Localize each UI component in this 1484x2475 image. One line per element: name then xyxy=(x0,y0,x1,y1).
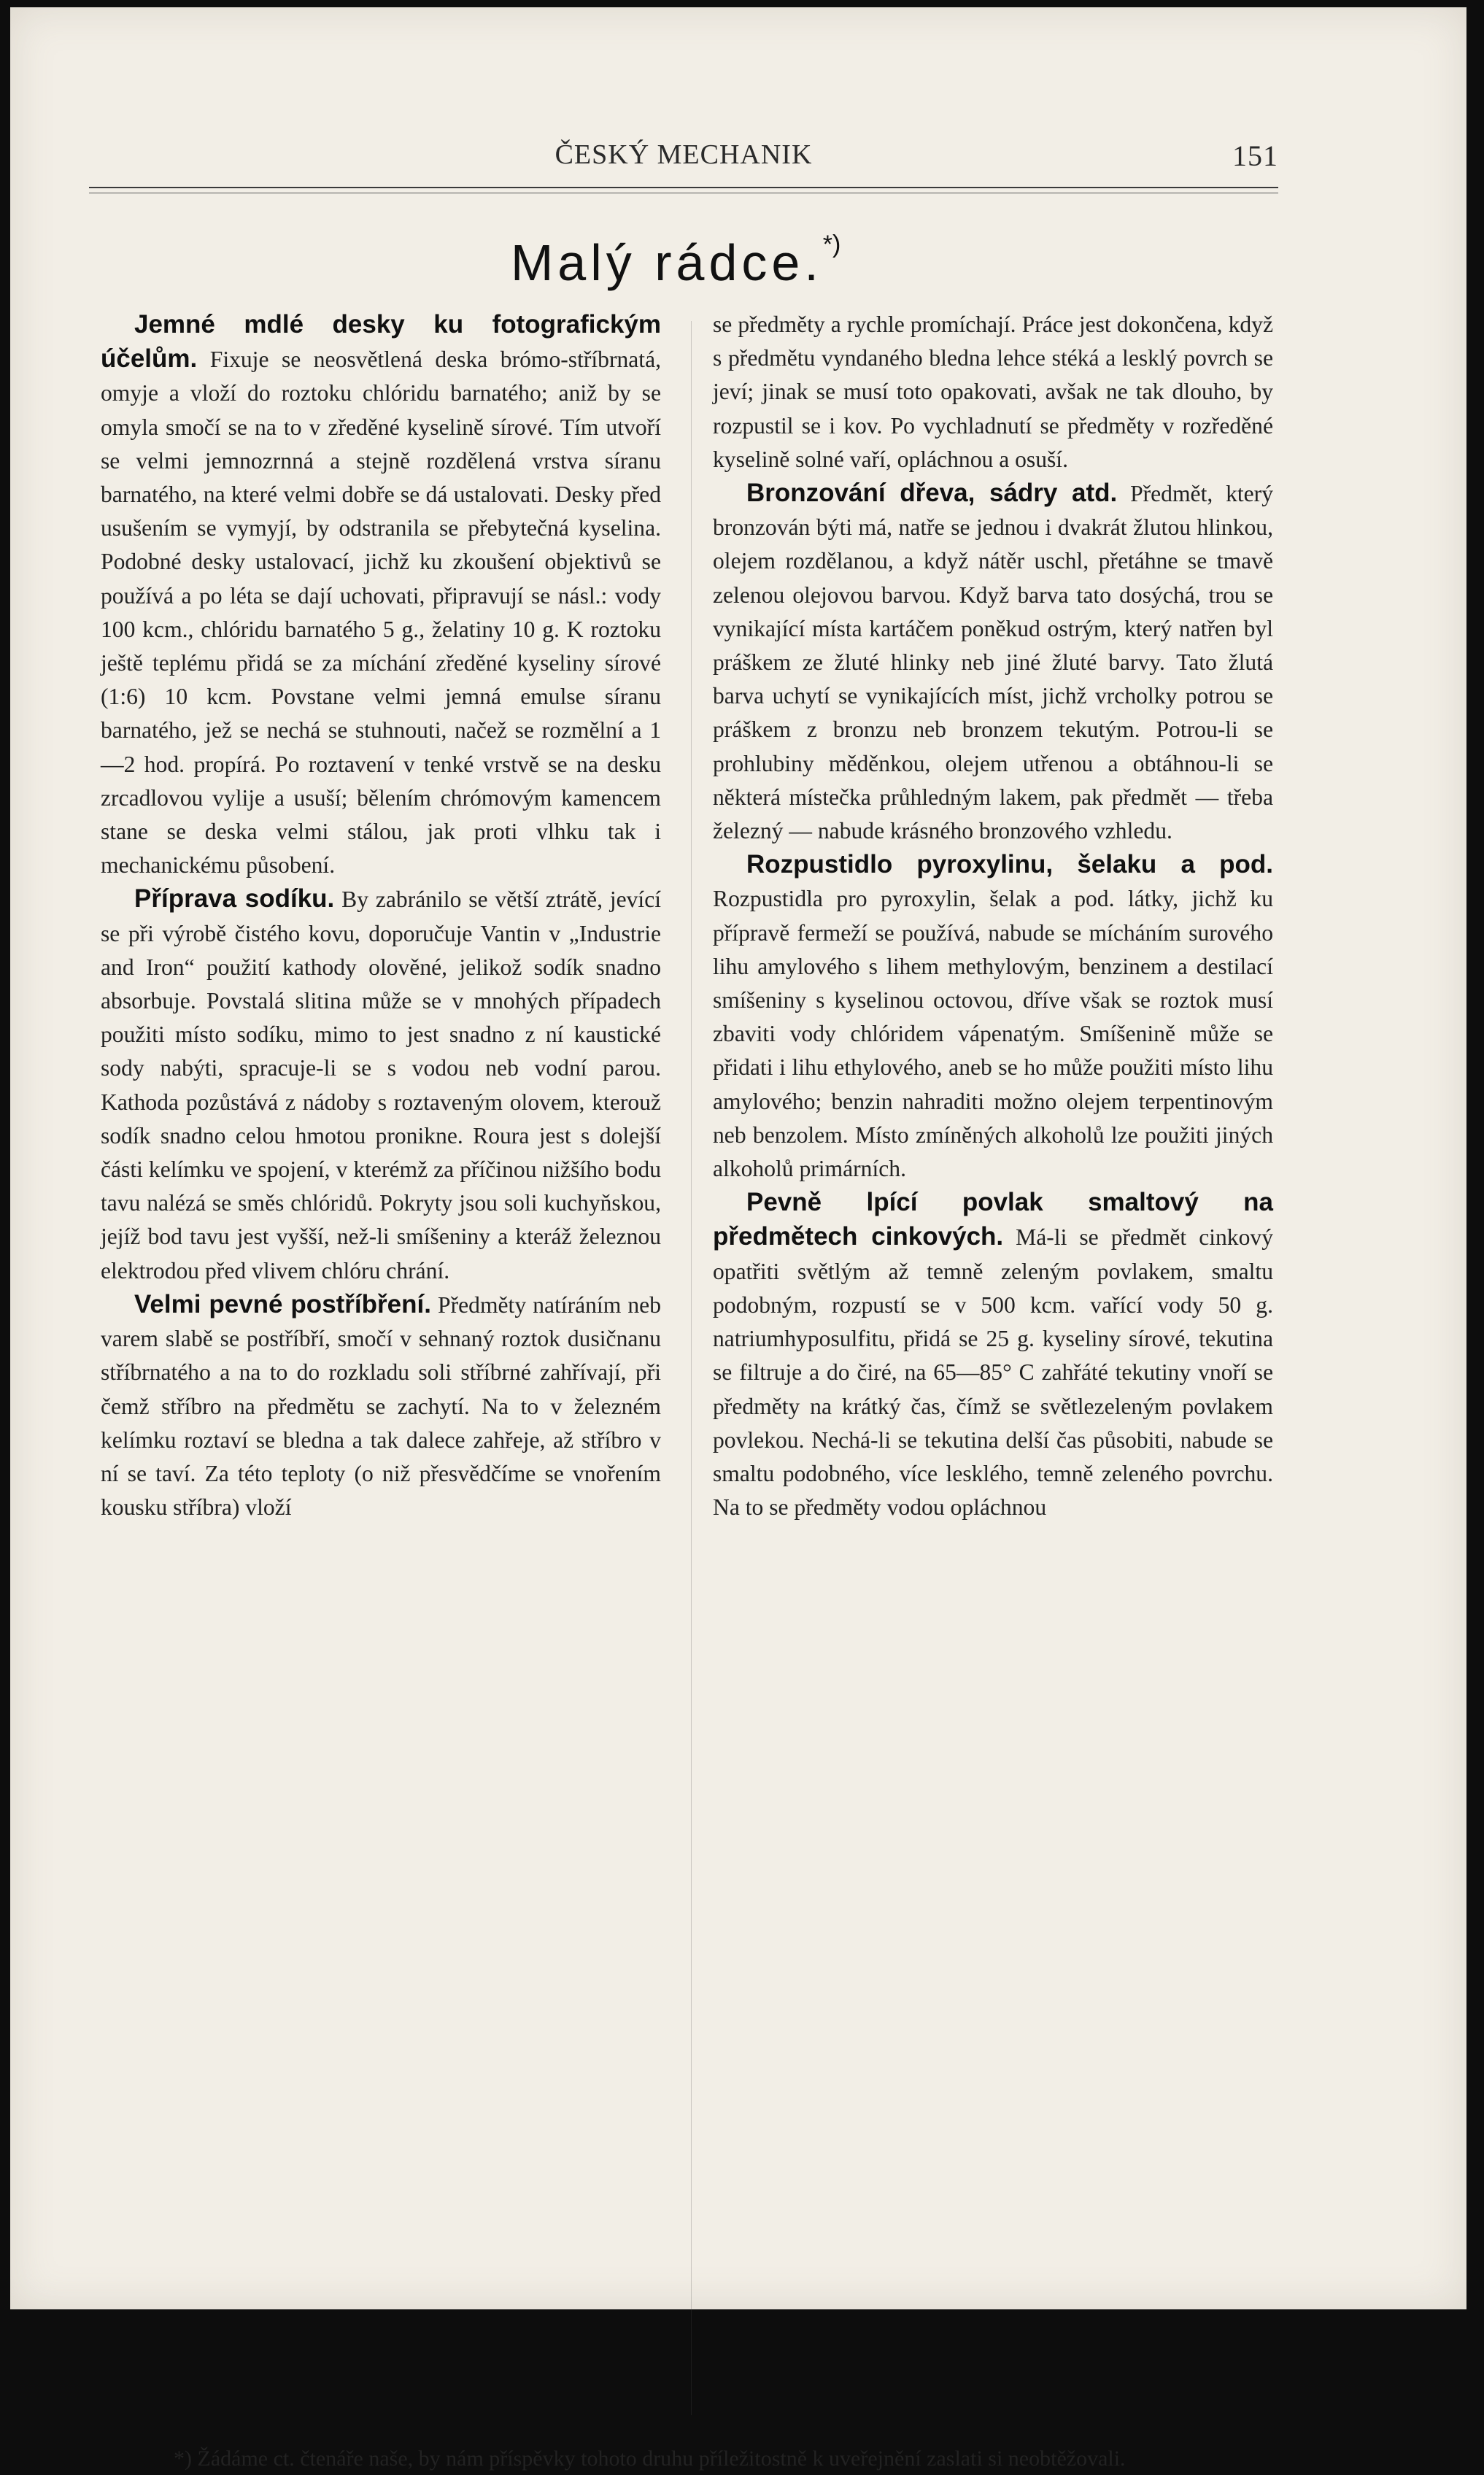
article-jemne-mdle-desky xyxy=(101,308,661,882)
article-body: se předměty a rychle promíchají. Práce jest dokončena, když s předmětu vyndaného bledna lehce stéká a lesklý povrch se jeví; jinak se musí toto opakovati, avšak ne tak dlouho, by rozpustil se i kov. Po vychladnutí se předměty v rozředěné kyselině solné vaří, opláchnou a osuší. xyxy=(713,312,1273,472)
section-title-text: Malý rádce. xyxy=(511,234,823,291)
article-povlak-smaltovy xyxy=(713,1186,1273,1524)
article-heading: Rozpustidlo pyroxylinu, šelaku a pod. xyxy=(746,850,1273,879)
section-title xyxy=(511,233,840,292)
article-heading: Bronzování dřeva, sádry atd. xyxy=(746,479,1118,508)
article-body: Předmět, který bronzován býti má, natře se jednou i dvakrát žlutou hlinkou, olejem rozdělanou, a když nátěr uschl, přetáhne se tmavě zelenou olejovou barvou. Když barva tato dosýchá, trou se vynikající místa kartáčem poněkud ostrým, který natřen byl práškem ze žluté hlinky neb jiné žluté barvy. Tato žlutá barva uchytí se vynikajících míst, jichž vrcholky potrou se práškem z bronzu neb bronzem tekutým. Potrou-li se prohlubiny měděnkou, olejem utřenou a obtáhnou-li se některá místečka průhledným lakem, pak předmět — třeba železný — nabude krásného bronzového vzhledu. xyxy=(713,481,1273,844)
column-divider xyxy=(691,321,692,2415)
article-priprava-sodiku xyxy=(101,882,661,1287)
header-rule xyxy=(89,187,1278,188)
page-number: 151 xyxy=(1232,139,1278,172)
article-body: Fixuje se neosvětlená deska brómo-stříbrnatá, omyje a vloží do roztoku chlóridu barnatého; aniž by se omyla smočí se na to v zředěné kyselině sírové. Tím utvoří se velmi jemnozrnná a stejně rozdělená vrstva síranu barnatého, na které velmi dobře se dá ustalovati. Desky před usušením se vymyjí, by odstranila se přebytečná kyselina. Podobné desky ustalovací, jichž ku zkoušení objektivů se používá a po léta se dají uchovati, připravují se násl.: vody 100 kcm., chlóridu barnatého 5 g., želatiny 10 g. K roztoku ještě teplému přidá se za míchání zředěné kyseliny sírové (1:6) 10 kcm. Povstane velmi jemná emulse síranu barnatého, jež se nechá se stuhnouti, načež se rozmělní a 1—2 hod. propírá. Po roztavení v tenké vrstvě se na desku zrcadlovou vylije a usuší; bělením chrómovým kamencem stane se deska velmi stálou, jak proti vlhku tak i mechanickému působení. xyxy=(101,347,661,879)
article-heading: Pevně lpící povlak smaltový na předmětech cinkových. xyxy=(713,1188,1273,1251)
running-head: ČESKÝ MECHANIK xyxy=(554,139,813,170)
article-body: Má-li se předmět cinkový opatřiti světlým až temně zeleným povlakem, smaltu podobným, rozpustí se v 500 kcm. vařící vody 50 g. natriumhyposulfitu, přidá se 25 g. kyseliny sírové, tekutina se filtruje a do čiré, na 65—85° C zahřáté tekutiny vnoří se předměty na krátký čas, čímž se světlezeleným povlakem povlekou. Nechá-li se tekutina delší čas působiti, nabude se smaltu podobného, více lesklého, temně zeleného povrchu. Na to se předměty vodou opláchnou xyxy=(713,1224,1273,1521)
article-body: By zabránilo se větší ztrátě, jevící se při výrobě čistého kovu, doporučuje Vantin v „Industrie and Iron“ použití kathody olověné, jelikož sodík snadno absorbuje. Povstalá slitina může se v mnohých případech použiti místo sodíku, mimo to jest snadno z ní kaustické sody nabýti, spracuje-li se s vodou neb vodní parou. Kathoda pozůstává z nádoby s roztaveným olovem, kterouž sodík snadno celou hmotou pronikne. Roura jest s dolejší části kelímku ve spojení, v kterémž za příčinou nižšího bodu tavu nalézá se směs chlóridů. Pokryty jsou soli kuchyňskou, jejíž bod tavu jest vyšší, než-li smíšeniny a kteráž železnou elektrodou před vlivem chlóru chrání. xyxy=(101,887,661,1283)
left-column xyxy=(101,308,661,1524)
article-body: Rozpustidla pro pyroxylin, šelak a pod. látky, jichž ku přípravě fermeží se používá, nabude se mícháním surového lihu amylového s lihem methylovým, benzinem a destilací smíšeniny s kyselinou octovou, dříve však se roztok musí zbaviti vody chlóridem vápenatým. Smíšenině může se přidati i lihu ethylového, aneb se ho může použiti místo lihu amylového; benzin nahraditi možno olejem terpentinovým neb benzolem. Místo zmíněných alkoholů lze použiti jiných alkoholů primárních. xyxy=(713,886,1273,1182)
article-heading: Jemné mdlé desky ku fotografickým účelům. xyxy=(101,310,661,374)
article-bronzovani-dreva xyxy=(713,476,1273,848)
footnote-mark: *) xyxy=(822,231,841,258)
right-column xyxy=(713,308,1273,1524)
article-heading: Velmi pevné postříbření. xyxy=(134,1289,431,1318)
article-continuation xyxy=(713,308,1273,476)
article-velmi-pevne-postribreni xyxy=(101,1288,661,1524)
page-header xyxy=(89,139,1278,182)
article-body: Předměty natíráním neb varem slabě se postříbří, smočí v sehnaný roztok dusičnanu stříbrnatého a na to do rozkladu soli stříbrné zahřívají, při čemž stříbro na předmětu se zachytí. Na to v železném kelímku roztaví se bledna a tak dalece zahřeje, až stříbro v ní se taví. Za této teploty (o niž přesvědčíme se vnořením kousku stříbra) vloží xyxy=(101,1291,661,1521)
article-heading: Příprava sodíku. xyxy=(134,884,335,914)
footnote xyxy=(101,2443,1275,2475)
article-rozpustidlo-pyroxylinu xyxy=(713,848,1273,1186)
footnote-text: *) Žádáme ct. čtenáře naše, by nám příspěvky tohoto druhu příležitostně k uveřejnění zaslati si neobtěžovali. xyxy=(174,2447,1126,2471)
